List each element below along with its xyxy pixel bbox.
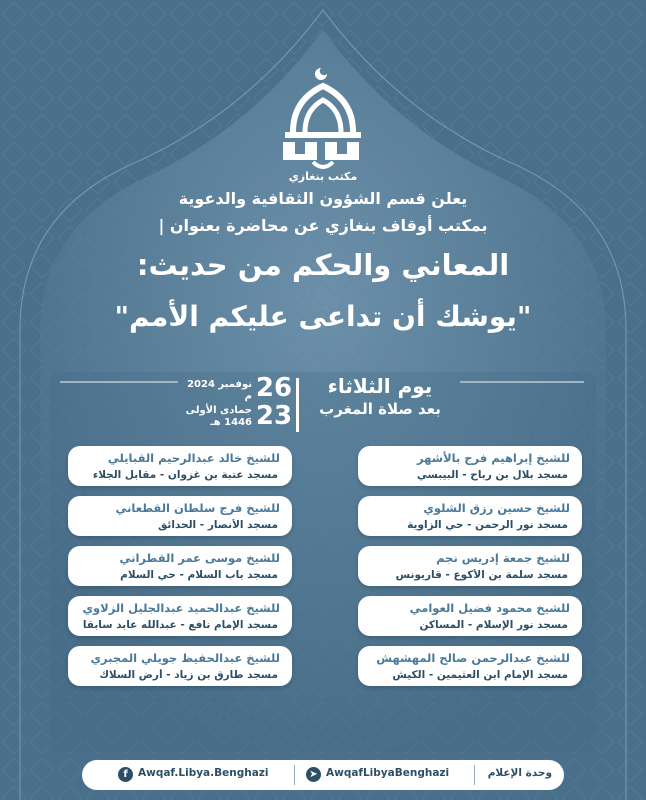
- footer-divider: [294, 765, 295, 785]
- prayer-time: بعد صلاة المغرب: [319, 400, 441, 418]
- lecture-card: [358, 646, 582, 686]
- sheikh-name: للشيخ عبدالحفيظ جويلي المجبري: [90, 651, 280, 665]
- sheikh-name: للشيخ عبدالحميد عبدالجليل الزلاوي: [82, 601, 280, 615]
- facebook-handle[interactable]: Awqaf.Libya.Benghazi: [138, 767, 269, 779]
- mosque-location: مسجد سلمة بن الأكوع - قاريونس: [395, 569, 568, 581]
- gregorian-month-year: نوفمبر 2024 م: [187, 379, 252, 402]
- mosque-location: مسجد عتبة بن غزوان - مقابل الجلاء: [92, 469, 278, 481]
- mosque-location: مسجد الأنصار - الحدائق: [157, 519, 278, 531]
- facebook-icon[interactable]: f: [118, 767, 133, 782]
- mosque-location: مسجد نور الإسلام - المساكن: [419, 619, 568, 631]
- schedule-day: [300, 373, 460, 419]
- mosque-location: مسجد باب السلام - حي السلام: [120, 569, 278, 581]
- sheikh-name: للشيخ خالد عبدالرحيم القبايلي: [107, 451, 280, 465]
- sheikh-name: للشيخ محمود فضيل العوامي: [409, 601, 570, 615]
- divider-left: [60, 381, 178, 383]
- footer-divider: [474, 765, 475, 785]
- hijri-day: 23: [255, 401, 293, 431]
- media-unit-label: وحدة الإعلام: [487, 767, 552, 779]
- lecture-title-line-2: "يوشك أن تداعى عليكم الأمم": [114, 300, 532, 333]
- sheikh-name: للشيخ جمعة إدريس نجم: [436, 551, 570, 565]
- sheikh-name: للشيخ عبدالرحمن صالح المهشهش: [376, 651, 570, 665]
- gregorian-day: 26: [255, 373, 293, 403]
- mosque-location: مسجد بلال بن رباح - البيبسي: [416, 469, 568, 481]
- sheikh-name: للشيخ فرج سلطان القطعاني: [115, 501, 280, 515]
- divider-right: [460, 381, 584, 383]
- sheikh-name: للشيخ موسى عمر القطراني: [119, 551, 280, 565]
- lecture-card: [68, 546, 292, 586]
- footer-bar: [82, 760, 564, 790]
- logo-caption: مكتب بنغازي: [288, 170, 358, 183]
- telegram-icon[interactable]: ➤: [306, 767, 321, 782]
- telegram-handle[interactable]: AwqafLibyaBenghazi: [326, 767, 450, 779]
- sheikh-name: للشيخ إبراهيم فرج بالأشهر: [417, 451, 570, 465]
- lecture-card: [68, 646, 292, 686]
- mosque-location: مسجد الإمام ابن العثيمين - الكيش: [392, 669, 568, 681]
- lecture-card: [68, 496, 292, 536]
- mosque-location: مسجد الإمام نافع - عبدالله عابد سابقا: [82, 619, 278, 631]
- date-separator: [296, 378, 299, 432]
- announcement-line-1: يعلن قسم الشؤون الثقافية والدعوية: [178, 189, 468, 208]
- lecture-card: [358, 446, 582, 486]
- hijri-month-year: جمادى الأولى 1446 هـ: [185, 405, 252, 428]
- sheikh-name: للشيخ حسين رزق الشلوي: [423, 501, 570, 515]
- lecture-title-line-1: المعاني والحكم من حديث:: [136, 248, 510, 282]
- lecture-card: [358, 546, 582, 586]
- lecture-card: [358, 596, 582, 636]
- mosque-location: مسجد نور الرحمن - حي الزاوية: [407, 519, 568, 531]
- announcement-line-2: بمكتب أوقاف بنغازي عن محاضرة بعنوان |: [158, 216, 488, 235]
- mosque-location: مسجد طارق بن زياد - أرض السلاك: [99, 669, 278, 681]
- day-name: يوم الثلاثاء: [327, 374, 433, 398]
- lecture-card: [68, 446, 292, 486]
- lecture-card: [358, 496, 582, 536]
- lecture-card: [68, 596, 292, 636]
